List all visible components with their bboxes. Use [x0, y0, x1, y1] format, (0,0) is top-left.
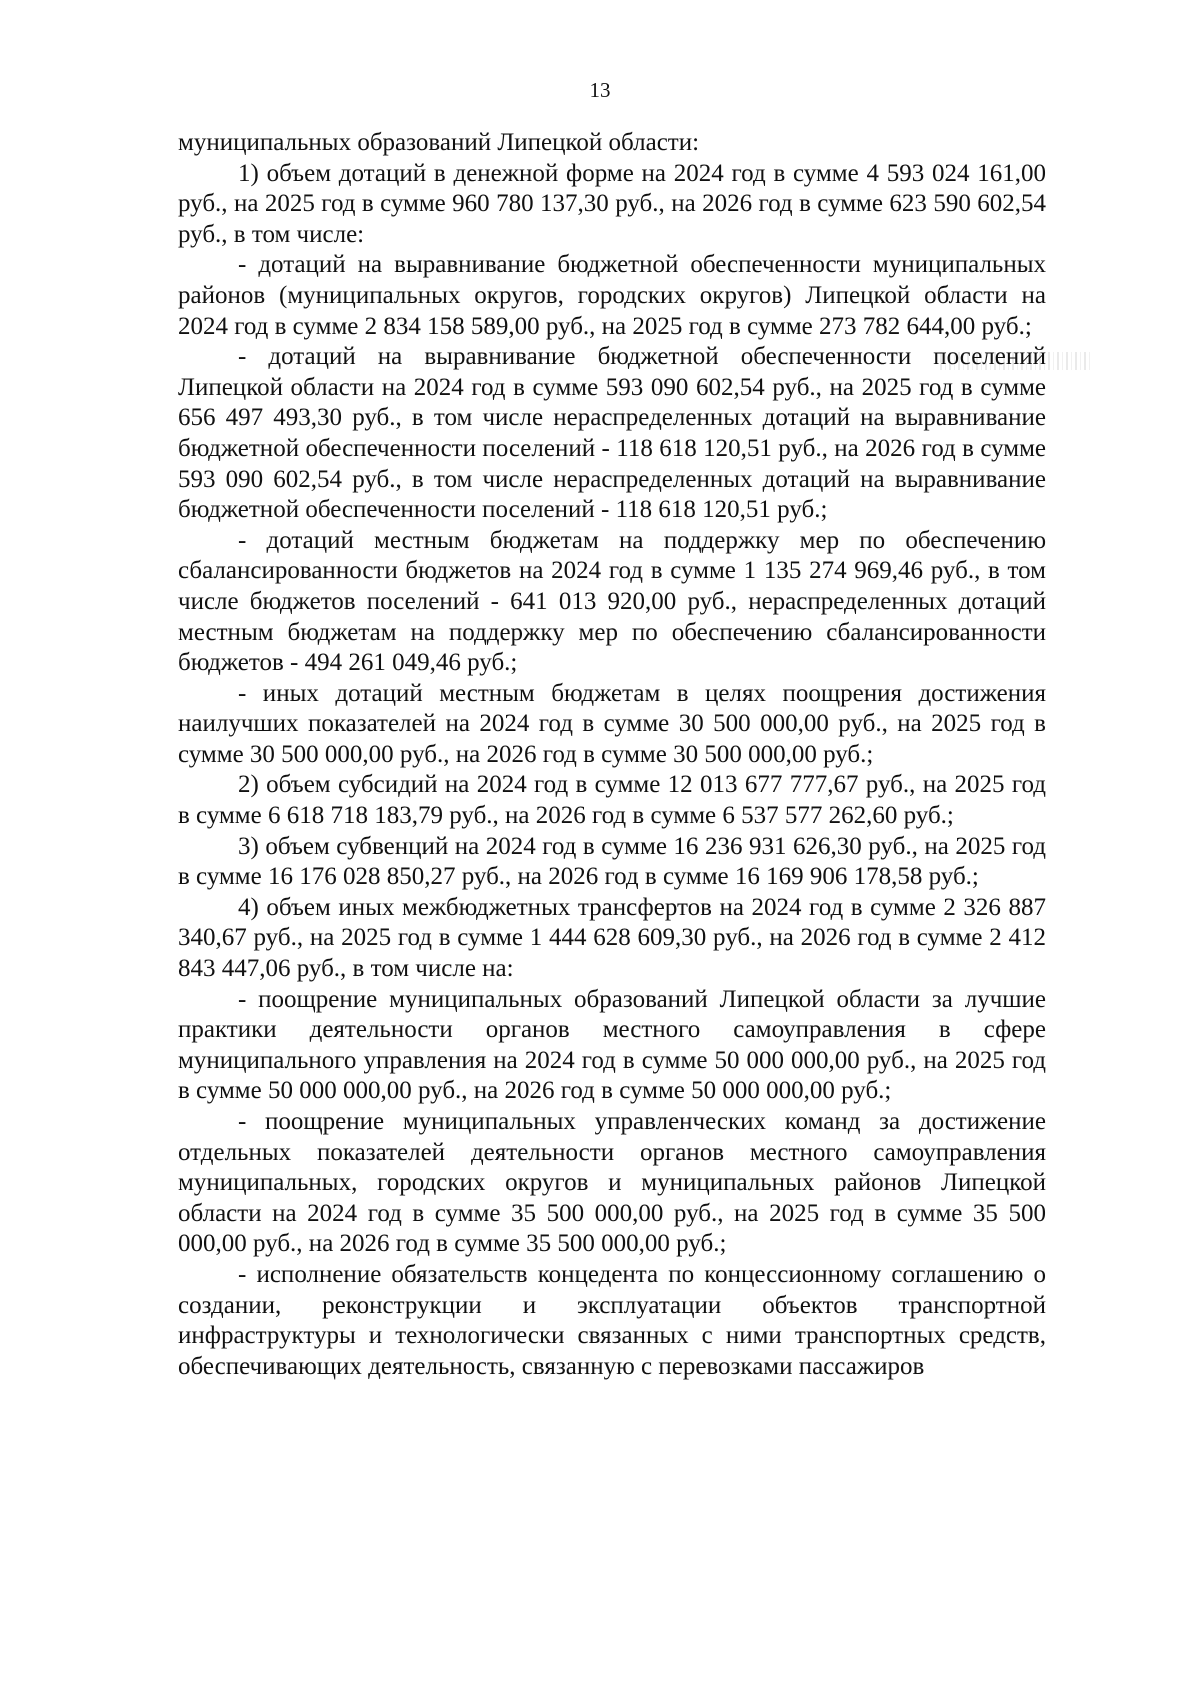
paragraph-continuation: муниципальных образований Липецкой области:	[178, 129, 700, 156]
document-body	[178, 128, 1046, 1382]
paragraph-best-practices: - поощрение муниципальных образований Липецкой области за лучшие практики деятельности органов местного самоуправления в сфере муниципального управления на 2024 год в сумме 50 000 000,00 руб., на 2025 год в сумме 50 000 000,00 руб., на 2026 год в сумме 50 000 000,00 руб.;	[178, 985, 1046, 1105]
paragraph-dotations-districts: - дотаций на выравнивание бюджетной обеспеченности муниципальных районов (муниципальных округов, городских округов) Липецкой области на 2024 год в сумме 2 834 158 589,00 руб., на 2025 год в сумме 273 782 644,00 руб.;	[178, 251, 1046, 340]
paragraph-item-3-subventions: 3) объем субвенций на 2024 год в сумме 16 236 931 626,30 руб., на 2025 год в сумме 16 176 028 850,27 руб., на 2026 год в сумме 16 169 906 178,58 руб.;	[178, 832, 1046, 891]
paragraph-dotations-settlements: - дотаций на выравнивание бюджетной обеспеченности поселений Липецкой области на 2024 год в сумме 593 090 602,54 руб., на 2025 год в сумме 656 497 493,30 руб., в том числе нераспределенных дотаций на выравнивание бюджетной обеспеченности поселений - 118 618 120,51 руб., на 2026 год в сумме 593 090 602,54 руб., в том числе нераспределенных дотаций на выравнивание бюджетной обеспеченности поселений - 118 618 120,51 руб.;	[178, 343, 1046, 524]
paragraph-item-2-subsidies: 2) объем субсидий на 2024 год в сумме 12 013 677 777,67 руб., на 2025 год в сумме 6 618 718 183,79 руб., на 2026 год в сумме 6 537 577 262,60 руб.;	[178, 771, 1046, 830]
paragraph-management-teams: - поощрение муниципальных управленческих команд за достижение отдельных показателей деятельности органов местного самоуправления муниципальных, городских округов и муниципальных районов Липецкой области на 2024 год в сумме 35 500 000,00 руб., на 2025 год в сумме 35 500 000,00 руб., на 2026 год в сумме 35 500 000,00 руб.;	[178, 1108, 1046, 1258]
paragraph-concession: - исполнение обязательств концедента по концессионному соглашению о создании, реконструкции и эксплуатации объектов транспортной инфраструктуры и технологически связанных с ними транспортных средств, обеспечивающих деятельность, связанную с перевозками пассажиров	[178, 1260, 1046, 1380]
page-number: 13	[589, 78, 611, 102]
paragraph-dotations-balance: - дотаций местным бюджетам на поддержку мер по обеспечению сбалансированности бюджетов на 2024 год в сумме 1 135 274 969,46 руб., в том числе бюджетов поселений - 641 013 920,00 руб., нераспределенных дотаций местным бюджетам на поддержку мер по обеспечению сбалансированности бюджетов - 494 261 049,46 руб.;	[178, 526, 1046, 677]
paragraph-item-1-subsidies-of-dotations: 1) объем дотаций в денежной форме на 2024 год в сумме 4 593 024 161,00 руб., на 2025 год в сумме 960 780 137,30 руб., на 2026 год в сумме 623 590 602,54 руб., в том числе:	[178, 159, 1046, 248]
paragraph-other-dotations: - иных дотаций местным бюджетам в целях поощрения достижения наилучших показателей на 2024 год в сумме 30 500 000,00 руб., на 2025 год в сумме 30 500 000,00 руб., на 2026 год в сумме 30 500 000,00 руб.;	[178, 679, 1046, 768]
paragraph-item-4-transfers: 4) объем иных межбюджетных трансфертов на 2024 год в сумме 2 326 887 340,67 руб., на 2025 год в сумме 1 444 628 609,30 руб., на 2026 год в сумме 2 412 843 447,06 руб., в том числе на:	[178, 893, 1046, 983]
